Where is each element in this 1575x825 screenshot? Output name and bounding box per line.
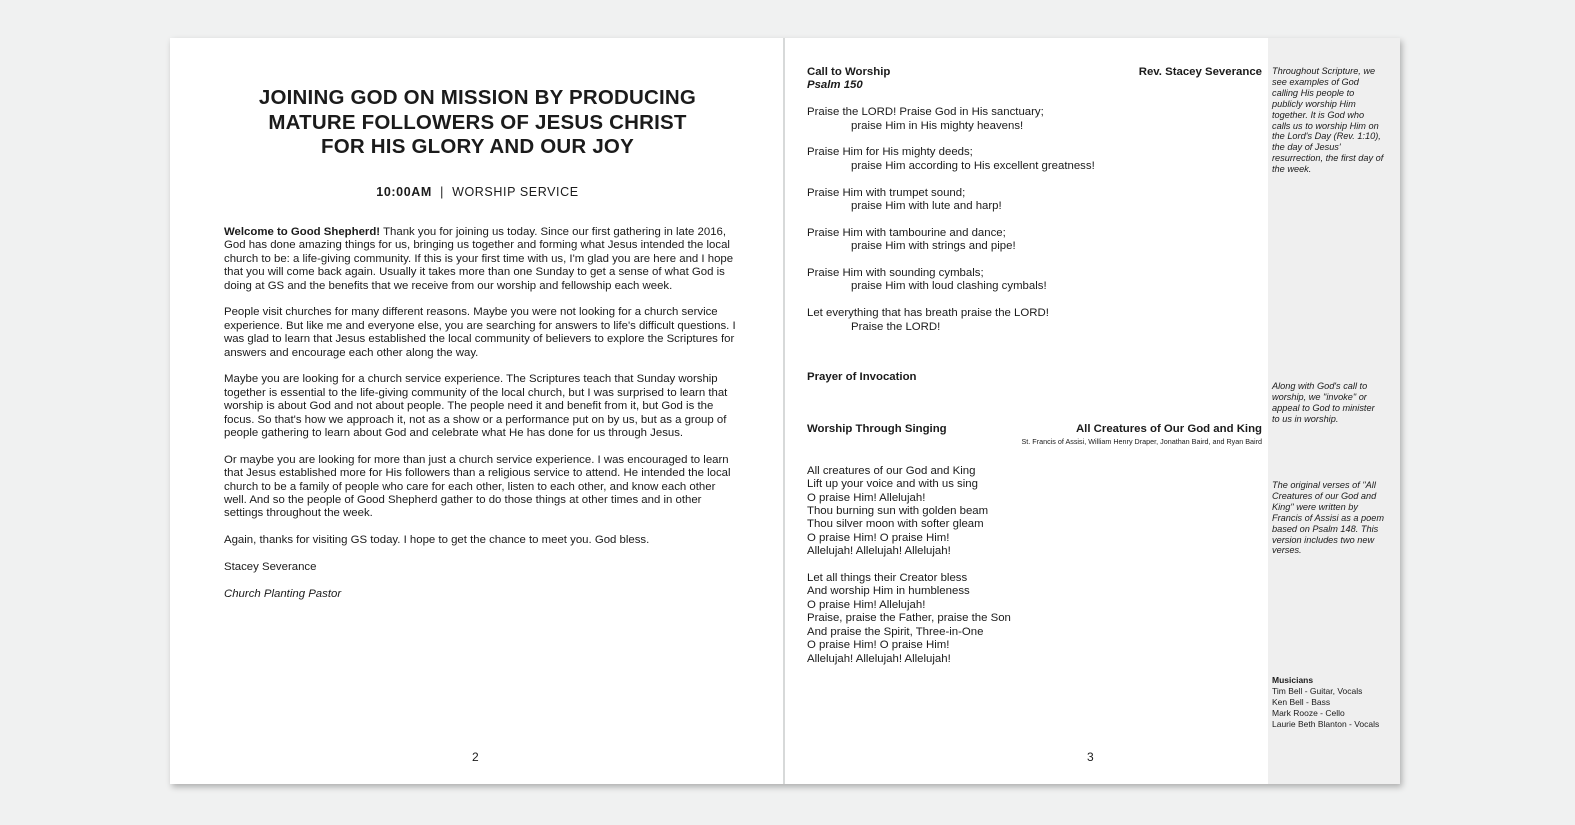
welcome-letter <box>224 226 739 615</box>
service-name: WORSHIP SERVICE <box>452 185 579 199</box>
service-info <box>210 185 745 199</box>
psalm-stanza <box>807 106 1262 133</box>
welcome-paragraph: People visit churches for many different reasons. Maybe you were not looking for a church service experience. But like me and everyone else, you are searching for answers to life's difficult questions. I was glad to learn that Jesus established the local community of believers to explore the Scriptures for answers and encourage each other along the way. <box>224 306 736 359</box>
note-invocation: Along with God's call to worship, we "invoke" or appeal to God to minister to us in worship. <box>1272 381 1375 424</box>
singing-header <box>807 423 1262 436</box>
page-title <box>210 86 745 160</box>
song-title: All Creatures of Our God and King <box>1075 423 1262 436</box>
lyric-line: Thou burning sun with golden beam <box>807 505 989 518</box>
psalm-line: Praise the LORD! Praise God in His sanctuary; <box>807 106 1044 119</box>
welcome-lead: Welcome to Good Shepherd! <box>224 226 381 238</box>
psalm-line: Praise Him with sounding cymbals; <box>807 267 984 280</box>
psalm-line: Let everything that has breath praise the LORD! <box>807 307 1049 320</box>
musician: Tim Bell - Guitar, Vocals <box>1272 686 1363 696</box>
call-to-worship-heading: Call to Worship <box>807 66 891 78</box>
page-number: 3 <box>1087 750 1094 764</box>
lyric-line: O praise Him! O praise Him! <box>807 531 950 544</box>
sidebar-notes <box>1268 38 1400 784</box>
psalm-stanza <box>807 146 1262 173</box>
title-line: JOINING GOD ON MISSION BY PRODUCING <box>258 86 697 109</box>
signature-role: Church Planting Pastor <box>224 587 342 600</box>
musician: Mark Rooze - Cello <box>1272 708 1345 718</box>
title-line: MATURE FOLLOWERS OF JESUS CHRIST <box>268 110 687 134</box>
lyric-line: Allelujah! Allelujah! Allelujah! <box>807 545 951 558</box>
psalm-line: Praise Him with tambourine and dance; <box>807 226 1006 239</box>
right-page <box>785 38 1400 784</box>
musicians-list <box>1272 675 1396 730</box>
psalm-response: praise Him with loud clashing cymbals! <box>851 280 1047 293</box>
lyric-line: And worship Him in humbleness <box>807 585 970 598</box>
psalm-stanza <box>807 267 1262 294</box>
lyric-line: Lift up your voice and with us sing <box>807 478 978 491</box>
welcome-paragraph: Again, thanks for visiting GS today. I hope to get the chance to meet you. God bless. <box>224 534 650 547</box>
title-line: FOR HIS GLORY AND OUR JOY <box>321 135 634 158</box>
psalm-stanza <box>807 227 1262 254</box>
worship-leader: Rev. Stacey Severance <box>1138 66 1262 78</box>
left-page <box>170 38 783 784</box>
signature-name: Stacey Severance <box>224 561 317 574</box>
welcome-paragraph: Or maybe you are looking for more than just a church service experience. I was encouraged to learn that Jesus established more for His followers than a religious service to attend. He intended the local church to be a family of people who care for each other, listen to each other, and know each other well. And so the people of Good Shepherd gather to do those things at other times and in other settings throughout the week. <box>224 453 731 520</box>
paragraph-text: Thank you for joining us today. Since our first gathering in late 2016, God has done amazing things for us, bringing us together and forming what Jesus intended the local church to be: a life-giving community. If this is your first time with us, I'm glad you are here and I hope that you will come back again. Usually it takes more than one Sunday to get a sense of what God is doing at GS and the benefits that we receive from our worship and fellowship each week. <box>224 226 734 292</box>
note-worship: Throughout Scripture, we see examples of God calling His people to publicly worship Him together. It is God who calls us to worship Him on the Lord's Day (Rev. 1:10), the day of Jesus' resurrection, the first day of the week. <box>1272 66 1384 175</box>
song-verse <box>807 572 1262 666</box>
lyric-line: O praise Him! Allelujah! <box>807 491 926 504</box>
lyric-line: Thou silver moon with softer gleam <box>807 518 984 531</box>
psalm-stanza <box>807 187 1262 214</box>
musicians-heading: Musicians <box>1272 675 1314 685</box>
welcome-paragraph <box>224 226 739 293</box>
service-separator: | <box>440 185 444 199</box>
song-verse <box>807 465 1262 559</box>
page-number: 2 <box>472 750 479 764</box>
musician: Laurie Beth Blanton - Vocals <box>1272 719 1380 729</box>
call-to-worship-header <box>807 66 1262 79</box>
psalm-response: praise Him in His mighty heavens! <box>851 119 1024 132</box>
song-credits: St. Francis of Assisi, William Henry Draper, Jonathan Baird, and Ryan Baird <box>1021 436 1262 446</box>
psalm-response: Praise the LORD! <box>851 320 941 333</box>
note-song: The original verses of "All Creatures of our God and King" were written by Francis of Assisi as a poem based on Psalm 148. This version includes two new verses. <box>1272 480 1384 556</box>
singing-heading: Worship Through Singing <box>807 423 947 436</box>
lyric-line: Let all things their Creator bless <box>807 572 968 585</box>
musician: Ken Bell - Bass <box>1272 697 1331 707</box>
psalm-response: praise Him with strings and pipe! <box>851 240 1016 253</box>
psalm-response: praise Him with lute and harp! <box>851 200 1002 213</box>
lyric-line: And praise the Spirit, Three-in-One <box>807 625 984 638</box>
welcome-paragraph: Maybe you are looking for a church service experience. The Scriptures teach that Sunday worship together is essential to the life-giving community of the local church, but I was surprised to learn that worship is about God and not about people. The people need it and benefit from it, but God is the focus. So that's how we approach it, not as a show or a performance put on by us, but as a group of people gathering to learn about God and celebrate what He has done for us through Jesus. <box>224 373 728 440</box>
lyric-line: Praise, praise the Father, praise the Son <box>807 612 1011 625</box>
bulletin-spread <box>170 38 1400 784</box>
lyric-line: O praise Him! Allelujah! <box>807 598 926 611</box>
psalm-stanza <box>807 307 1262 334</box>
lyric-line: All creatures of our God and King <box>807 464 976 477</box>
prayer-heading: Prayer of Invocation <box>807 371 917 384</box>
scripture-reference: Psalm 150 <box>807 79 863 92</box>
psalm-response: praise Him according to His excellent greatness! <box>851 159 1095 172</box>
lyric-line: O praise Him! O praise Him! <box>807 639 950 652</box>
lyric-line: Allelujah! Allelujah! Allelujah! <box>807 652 951 665</box>
psalm-line: Praise Him for His mighty deeds; <box>807 146 973 159</box>
psalm-line: Praise Him with trumpet sound; <box>807 186 966 199</box>
order-of-worship <box>807 66 1262 666</box>
service-time: 10:00AM <box>376 185 432 199</box>
